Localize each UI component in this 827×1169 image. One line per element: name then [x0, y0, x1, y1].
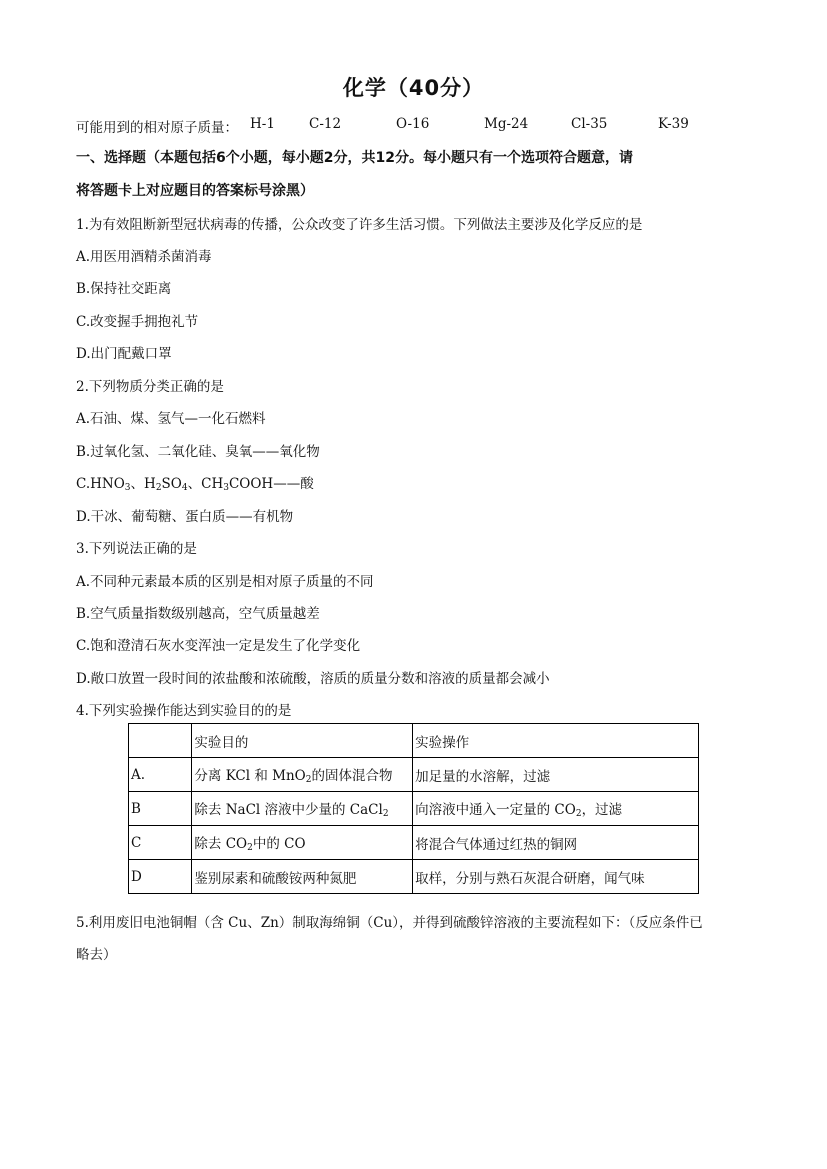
- table-row: [129, 792, 699, 826]
- q3-option-a: A.不同种元素最本质的区别是相对原子质量的不同: [76, 574, 374, 590]
- row-operation: 加足量的水溶解，过滤: [413, 758, 699, 792]
- table-header-row: [129, 724, 699, 758]
- table-row: [129, 826, 699, 860]
- q1-option-a: A.用医用酒精杀菌消毒: [76, 249, 212, 265]
- table-header-operation: 实验操作: [413, 724, 699, 758]
- q1-option-d: D.出门配戴口罩: [76, 346, 172, 362]
- q2-option-d: D.干冰、葡萄糖、蛋白质——有机物: [76, 509, 294, 525]
- atomic-mass-item: Cl-35: [571, 116, 608, 132]
- q3-stem: 3.下列说法正确的是: [76, 541, 197, 557]
- row-label: A.: [129, 758, 192, 792]
- q2-option-a: A.石油、煤、氢气—一化石燃料: [76, 411, 266, 427]
- q5-stem-line1: 5.利用废旧电池铜帽（含 Cu、Zn）制取海绵铜（Cu），并得到硫酸锌溶液的主要流程如下：（反应条件已: [76, 915, 703, 931]
- row-operation: 取样，分别与熟石灰混合研磨，闻气味: [413, 860, 699, 894]
- q4-experiment-table: [128, 723, 699, 894]
- table-row: [129, 758, 699, 792]
- row-purpose: 除去 $CO_2$中的 CO: [192, 826, 413, 860]
- row-label: B: [129, 792, 192, 826]
- atomic-mass-item: C-12: [309, 116, 342, 132]
- q3-option-d: D.敞口放置一段时间的浓盐酸和浓硫酸，溶质的质量分数和溶液的质量都会减小: [76, 671, 550, 687]
- atomic-mass-item: Mg-24: [484, 116, 529, 132]
- atomic-mass-item: H-1: [250, 116, 275, 132]
- q2-stem: 2.下列物质分类正确的是: [76, 379, 224, 395]
- q5-stem-line2: 略去）: [76, 947, 117, 963]
- row-purpose: 除去 NaCl 溶液中少量的 CaCl$_2$: [192, 792, 413, 826]
- q2-option-c: $C.HNO_3$、$H_2SO_4$、$CH_3COOH——$酸: [76, 476, 314, 493]
- page-title: 化学（40分）: [342, 76, 485, 100]
- q3-option-c: C.饱和澄清石灰水变浑浊一定是发生了化学变化: [76, 638, 361, 654]
- atomic-mass-item: K-39: [658, 116, 689, 132]
- q1-option-b: B.保持社交距离: [76, 281, 172, 297]
- row-operation: 向溶液中通入一定量的 $CO_2$，过滤: [413, 792, 699, 826]
- table-row: [129, 860, 699, 894]
- row-purpose: 分离 KCl 和 MnO$_2$的固体混合物: [192, 758, 413, 792]
- q4-stem: 4.下列实验操作能达到实验目的的是: [76, 703, 292, 719]
- q1-option-c: C.改变握手拥抱礼节: [76, 314, 199, 330]
- section-heading-line1: 一、选择题（本题包括6个小题，每小题2分，共12分。每小题只有一个选项符合题意，请: [76, 150, 633, 166]
- atomic-mass-label: 可能用到的相对原子质量：: [76, 120, 238, 136]
- row-label: C: [129, 826, 192, 860]
- row-label: D: [129, 860, 192, 894]
- atomic-mass-item: O-16: [396, 116, 430, 132]
- section-heading-line2: 将答题卡上对应题目的答案标号涂黑）: [76, 183, 314, 199]
- q2-option-b: B.过氧化氢、二氧化硅、臭氧——氧化物: [76, 444, 320, 460]
- row-operation: 将混合气体通过红热的铜网: [413, 826, 699, 860]
- row-purpose: 鉴别尿素和硫酸铵两种氮肥: [192, 860, 413, 894]
- q1-stem: 1.为有效阻断新型冠状病毒的传播，公众改变了许多生活习惯。下列做法主要涉及化学反应的是: [76, 217, 643, 233]
- table-cell: [129, 724, 192, 758]
- q3-option-b: B.空气质量指数级别越高，空气质量越差: [76, 606, 320, 622]
- table-header-purpose: 实验目的: [192, 724, 413, 758]
